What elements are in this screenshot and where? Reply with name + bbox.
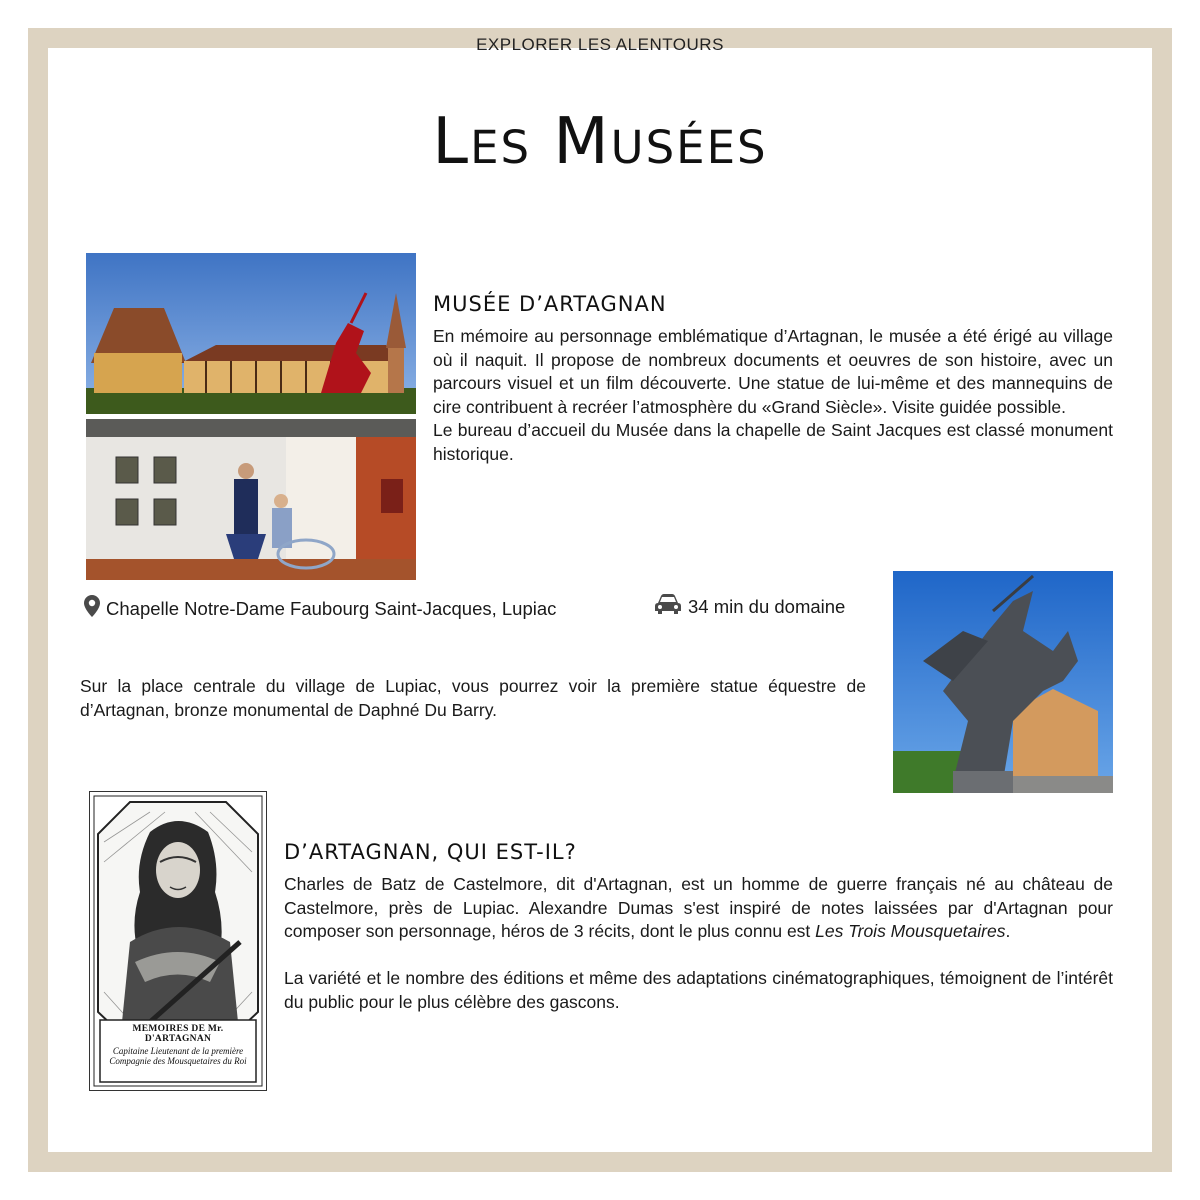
who-title: D’ARTAGNAN, QUI EST-IL?: [284, 840, 577, 864]
who-paragraph-1-end: .: [1005, 921, 1011, 941]
book-title: Les Trois Mousquetaires: [815, 921, 1006, 941]
statue-description: Sur la place centrale du village de Lupiac, vous pourrez voir la première statue équestre de d’Artagnan, bronze monumental de Daphné Du Barry.: [80, 676, 866, 720]
who-paragraph-2: La variété et le nombre des éditions et même des adaptations cinématographiques, témoignent de l’intérêt du public pour le plus célèbre des gascons.: [284, 968, 1113, 1012]
engraving-caption-line-1: MEMOIRES DE Mr. D'ARTAGNAN: [132, 1024, 224, 1044]
car-icon: [654, 593, 688, 620]
who-description: [284, 873, 1113, 1014]
engraving-caption: [102, 1024, 254, 1066]
museum-interior-photo: [86, 419, 416, 580]
engraving-caption-line-3: Compagnie des Mousquetaires du Roi: [109, 1056, 247, 1066]
museum-exterior-photo: [86, 253, 416, 414]
museum-paragraph-2: Le bureau d’accueil du Musée dans la chapelle de Saint Jacques est classé monument historique.: [433, 420, 1113, 464]
who-paragraph-1-text: Charles de Batz de Castelmore, dit d'Artagnan, est un homme de guerre français né au château de Castelmore, près de Lupiac. Alexandre Dumas s'est inspiré de notes laissées par d'Artagnan pour composer son personnage, héros de 3 récits, dont le plus connu est: [284, 874, 1113, 941]
top-label: EXPLORER LES ALENTOURS: [476, 35, 724, 54]
museum-paragraph-1: En mémoire au personnage emblématique d’Artagnan, le musée a été érigé au village où il naquit. Il propose de nombreux documents et oeuvres de son histoire, avec un parcours visuel et un film découverte. Une statue de lui-même et des mannequins de cire contribuent à recréer l’atmosphère du «Grand Siècle». Visite guidée possible.: [433, 326, 1113, 417]
who-paragraph-1: [284, 873, 1113, 944]
museum-description: [433, 325, 1113, 466]
map-pin-icon: [84, 595, 106, 622]
museum-distance: [654, 593, 845, 620]
dartagnan-engraving: [89, 791, 267, 1091]
address-text: Chapelle Notre-Dame Faubourg Saint-Jacques, Lupiac: [106, 597, 557, 619]
museum-title: MUSÉE D’ARTAGNAN: [433, 292, 667, 316]
page-title: Les Musées: [432, 105, 768, 179]
statue-photo: [893, 571, 1113, 793]
distance-text: 34 min du domaine: [688, 595, 846, 617]
engraving-caption-line-2: Capitaine Lieutenant de la première: [112, 1046, 244, 1056]
museum-address: [84, 595, 556, 622]
